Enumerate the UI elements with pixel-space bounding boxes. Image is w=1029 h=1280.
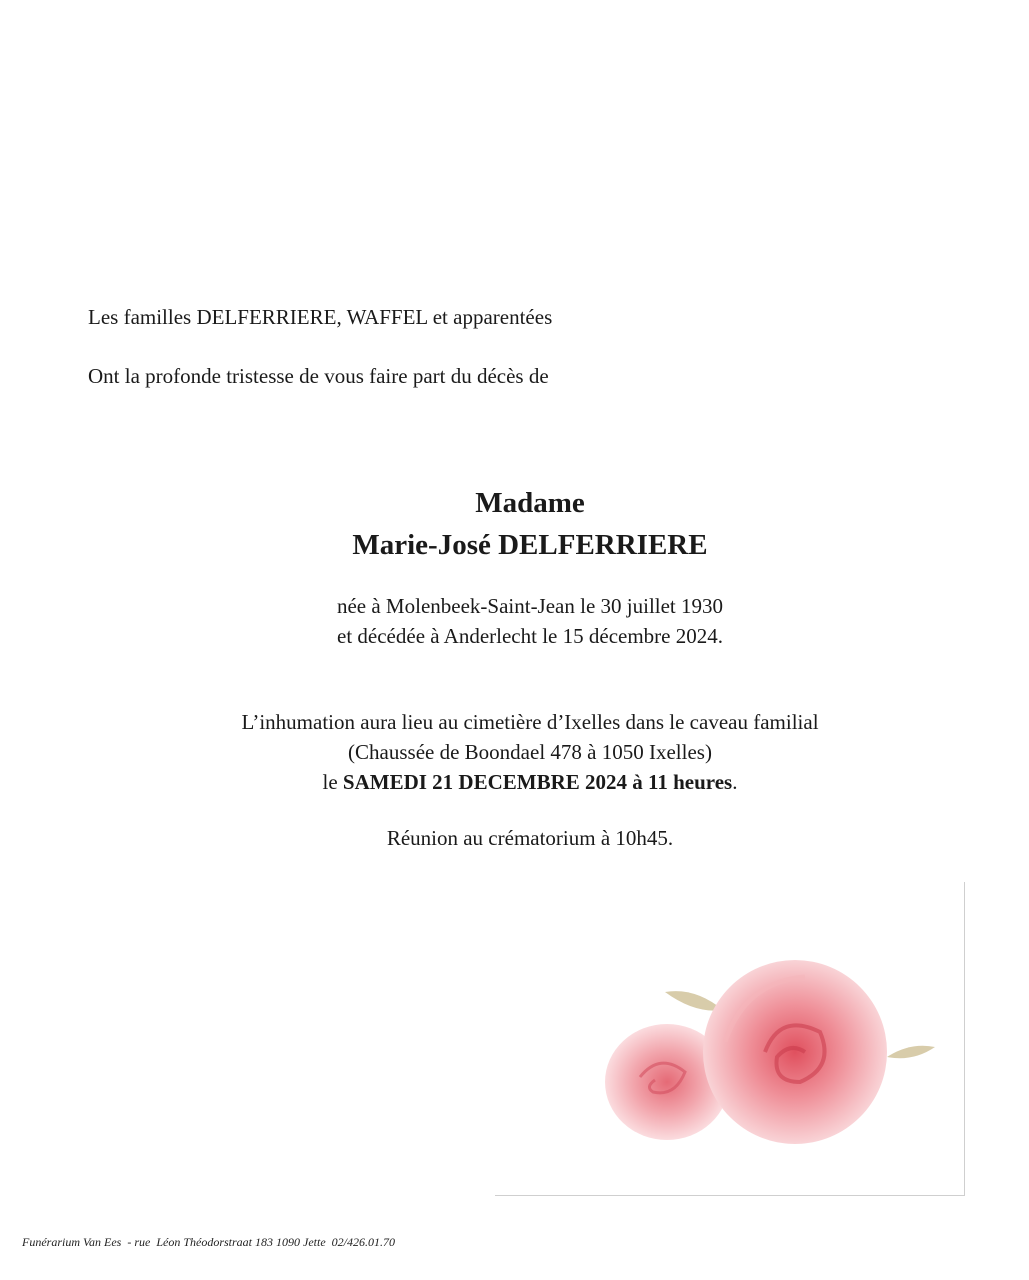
burial-date-line <box>0 768 1029 798</box>
burial-info <box>0 708 1029 797</box>
birth-line: née à Molenbeek-Saint-Jean le 30 juillet 1930 <box>336 594 724 618</box>
rose-right <box>703 960 887 1144</box>
meeting-info: Réunion au crématorium à 10h45. <box>386 826 674 850</box>
burial-date: SAMEDI 21 DECEMBRE 2024 à 11 heures <box>342 769 733 794</box>
intro-families: Les familles DELFERRIERE, WAFFEL et apparentées <box>88 305 553 329</box>
deceased-title: Madame <box>475 487 585 519</box>
burial-address-line: (Chaussée de Boondael 478 à 1050 Ixelles) <box>348 739 712 764</box>
death-line: et décédée à Anderlecht le 15 décembre 2024. <box>337 623 723 648</box>
leaf-shape <box>887 1046 935 1059</box>
burial-date-suffix: . <box>732 769 738 794</box>
burial-location-line: L’inhumation aura lieu au cimetière d’Ixelles dans le caveau familial <box>241 710 819 734</box>
deceased-name-block <box>0 482 1029 566</box>
funeral-home-footer: Funérarium Van Ees - rue Léon Théodorstraat 183 1090 Jette 02/426.01.70 <box>22 1235 395 1249</box>
deceased-name: Marie-José DELFERRIERE <box>352 529 708 562</box>
burial-date-prefix: le <box>322 769 343 794</box>
roses-illustration <box>495 882 965 1196</box>
life-dates <box>0 592 1029 652</box>
intro-announcement: Ont la profonde tristesse de vous faire part du décès de <box>88 364 549 388</box>
leaf-shape <box>665 991 723 1011</box>
roses-image <box>495 882 965 1196</box>
